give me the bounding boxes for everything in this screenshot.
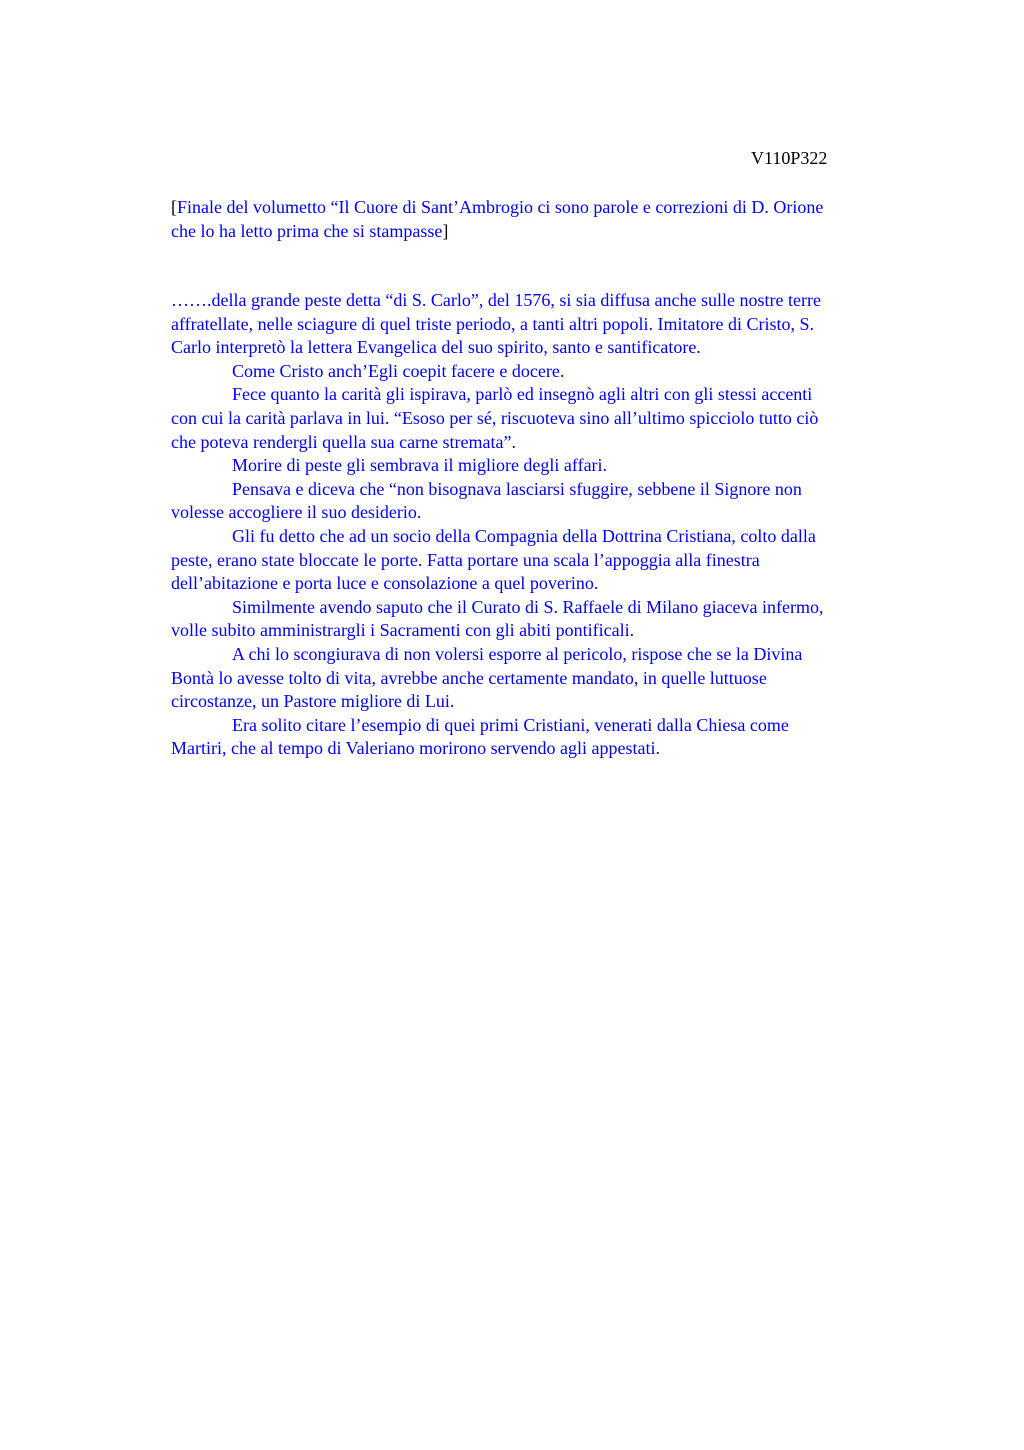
preface-line-1: Finale del volumetto “Il Cuore di Sant’Ambrogio ci sono parole e correzioni di D. Orione: [177, 197, 824, 217]
body-line: circostanze, un Pastore migliore di Lui.: [171, 691, 455, 712]
body-line: Pensava e diceva che “non bisognava lasciarsi sfuggire, sebbene il Signore non: [232, 478, 802, 499]
body-line: Carlo interpretò la lettera Evangelica del suo spirito, santo e santificatore.: [171, 337, 701, 358]
body-line: volesse accogliere il suo desiderio.: [171, 502, 422, 523]
preface-note: [171, 196, 931, 243]
body-line: peste, erano state bloccate le porte. Fatta portare una scala l’appoggia alla finestra: [171, 549, 760, 570]
body-line: A chi lo scongiurava di non volersi esporre al pericolo, rispose che se la Divina: [232, 643, 803, 664]
document-id: V110P322: [751, 148, 828, 168]
preface-open-bracket: [: [171, 197, 177, 217]
body-line: Come Cristo anch’Egli coepit facere e docere.: [232, 360, 565, 381]
preface-close-bracket: ]: [442, 220, 449, 241]
body-line: Era solito citare l’esempio di quei primi Cristiani, venerati dalla Chiesa come: [232, 714, 789, 735]
body-line: …….della grande peste detta “di S. Carlo”, del 1576, si sia diffusa anche sulle nostre terre: [171, 290, 821, 310]
body-line: Martiri, che al tempo di Valeriano morirono servendo agli appestati.: [171, 738, 661, 759]
preface-line-2: che lo ha letto prima che si stampasse: [171, 220, 443, 241]
body-line: Morire di peste gli sembrava il migliore degli affari.: [232, 455, 608, 476]
body-line: con cui la carità parlava in lui. “Esoso per sé, riscuoteva sino all’ultimo spicciolo tutto ciò: [171, 407, 819, 428]
body-line: affratellate, nelle sciagure di quel triste periodo, a tanti altri popoli. Imitatore di Cristo, S.: [171, 313, 814, 334]
body-text: [171, 289, 931, 761]
body-line: dell’abitazione e porta luce e consolazione a quel poverino.: [171, 573, 599, 594]
body-line: Fece quanto la carità gli ispirava, parlò ed insegnò agli altri con gli stessi accenti: [232, 384, 813, 405]
body-line: che poteva rendergli quella sua carne stremata”.: [171, 431, 516, 452]
body-line: Similmente avendo saputo che il Curato di S. Raffaele di Milano giaceva infermo,: [232, 596, 824, 617]
body-line: volle subito amministrargli i Sacramenti con gli abiti pontificali.: [171, 620, 635, 641]
body-line: Gli fu detto che ad un socio della Compagnia della Dottrina Cristiana, colto dalla: [232, 525, 816, 546]
body-line: Bontà lo avesse tolto di vita, avrebbe anche certamente mandato, in quelle luttuose: [171, 667, 767, 688]
